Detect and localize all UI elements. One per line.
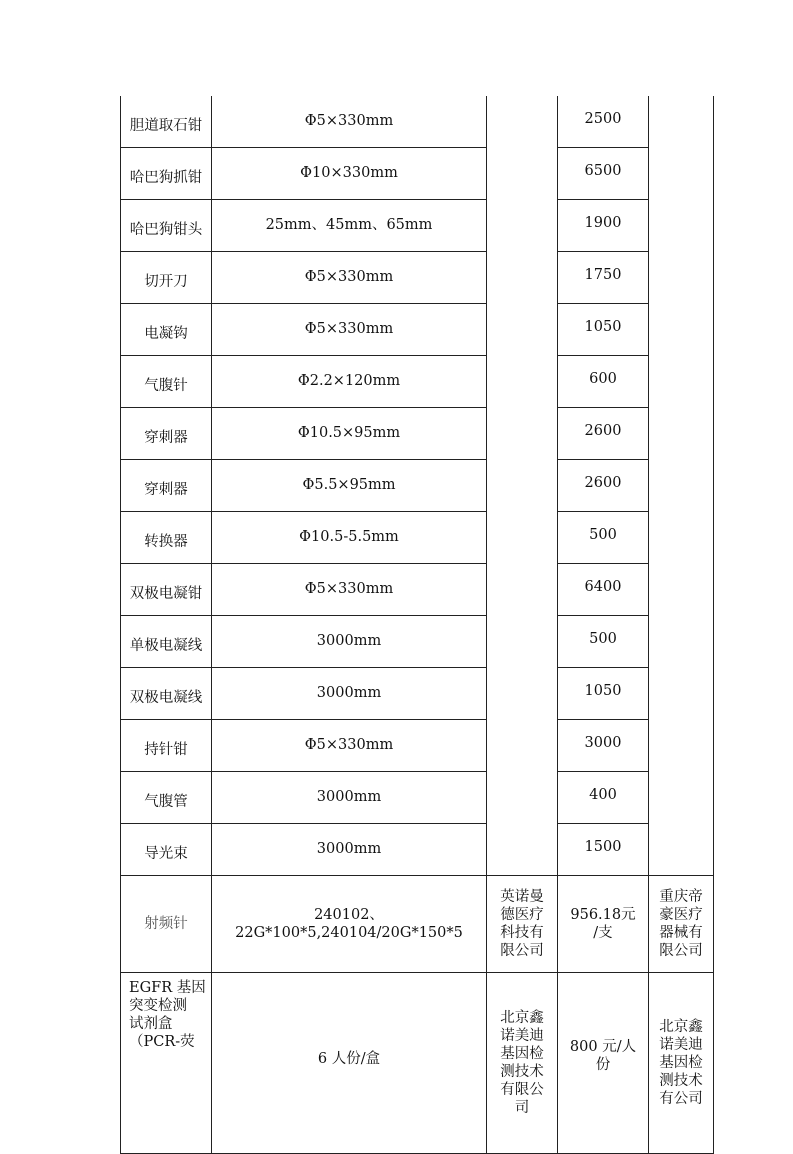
- item-name: 单极电凝线: [121, 616, 212, 668]
- rf-spec-line-1: 240102、: [314, 906, 384, 923]
- egfr-mfr-line: 基因检: [500, 1045, 544, 1062]
- rf-mfr-line: 科技有: [500, 925, 544, 941]
- egfr-kit-supplier: [649, 973, 714, 1154]
- table-row-rf-needle: [121, 876, 714, 973]
- item-price: 1750: [558, 252, 649, 304]
- rf-needle-name: 射频针: [121, 876, 212, 973]
- egfr-kit-price: [558, 973, 649, 1154]
- item-price: 6400: [558, 564, 649, 616]
- rf-mfr-line: 英诺曼: [500, 888, 544, 905]
- item-spec: Φ5×330mm: [212, 252, 487, 304]
- item-spec: Φ5×330mm: [212, 564, 487, 616]
- table-row: [121, 96, 714, 148]
- item-spec: 3000mm: [212, 824, 487, 876]
- item-price: 3000: [558, 720, 649, 772]
- egfr-name-line: EGFR 基因: [129, 980, 206, 996]
- item-name: 转换器: [121, 512, 212, 564]
- product-price-table: [120, 96, 714, 1154]
- table-row: [121, 252, 714, 304]
- item-spec: Φ5×330mm: [212, 96, 487, 148]
- item-spec: 3000mm: [212, 772, 487, 824]
- egfr-sup-line: 诺美迪: [659, 1036, 703, 1053]
- egfr-price-line: 800 元/人: [569, 1038, 637, 1055]
- rf-sup-line: 器械有: [659, 925, 703, 941]
- egfr-name-line: 试剂盒: [129, 1016, 173, 1033]
- table-row-egfr-kit: [121, 973, 714, 1154]
- table-row: [121, 720, 714, 772]
- item-name: 导光束: [121, 824, 212, 876]
- table-row: [121, 460, 714, 512]
- table-row: [121, 200, 714, 252]
- item-name: 双极电凝钳: [121, 564, 212, 616]
- egfr-mfr-line: 北京鑫: [500, 1009, 544, 1026]
- egfr-name-line: （PCR-荧: [129, 1034, 195, 1051]
- rf-needle-spec: [212, 876, 487, 973]
- item-name: 双极电凝线: [121, 668, 212, 720]
- item-name: 气腹管: [121, 772, 212, 824]
- egfr-price-line: 份: [595, 1057, 611, 1073]
- table-row: [121, 356, 714, 408]
- item-price: 1050: [558, 304, 649, 356]
- item-spec: 3000mm: [212, 668, 487, 720]
- item-name: 气腹针: [121, 356, 212, 408]
- item-spec: Φ10.5-5.5mm: [212, 512, 487, 564]
- item-price: 400: [558, 772, 649, 824]
- table-row: [121, 668, 714, 720]
- rf-price-line: 956.18元: [570, 906, 636, 923]
- item-price: 1900: [558, 200, 649, 252]
- item-spec: 25mm、45mm、65mm: [212, 200, 487, 252]
- rf-sup-line: 限公司: [659, 943, 703, 960]
- item-name: 电凝钩: [121, 304, 212, 356]
- rf-needle-supplier: [649, 876, 714, 973]
- egfr-sup-line: 有公司: [659, 1091, 703, 1108]
- table-row: [121, 564, 714, 616]
- rf-price-line: /支: [593, 925, 613, 941]
- item-name: 胆道取石钳: [121, 96, 212, 148]
- table-row: [121, 408, 714, 460]
- item-price: 1500: [558, 824, 649, 876]
- table-row: [121, 512, 714, 564]
- item-price: 2500: [558, 96, 649, 148]
- rf-mfr-line: 限公司: [500, 943, 544, 960]
- item-price: 1050: [558, 668, 649, 720]
- egfr-mfr-line: 司: [514, 1100, 530, 1117]
- table-row: [121, 824, 714, 876]
- manufacturer-merged-cell: [487, 96, 558, 876]
- egfr-sup-line: 基因检: [659, 1054, 703, 1071]
- item-name: 切开刀: [121, 252, 212, 304]
- supplier-merged-cell: [649, 96, 714, 876]
- rf-needle-price: [558, 876, 649, 973]
- egfr-sup-line: 北京鑫: [659, 1018, 703, 1035]
- rf-sup-line: 豪医疗: [659, 906, 703, 923]
- item-spec: Φ5×330mm: [212, 304, 487, 356]
- item-name: 持针钳: [121, 720, 212, 772]
- item-spec: Φ5.5×95mm: [212, 460, 487, 512]
- item-price: 600: [558, 356, 649, 408]
- egfr-mfr-line: 测技术: [500, 1064, 544, 1080]
- egfr-mfr-line: 有限公: [500, 1082, 544, 1099]
- egfr-mfr-line: 诺美迪: [500, 1027, 544, 1044]
- rf-spec-line-2: 22G*100*5,240104/20G*150*5: [235, 925, 463, 941]
- rf-needle-manufacturer: [487, 876, 558, 973]
- item-name: 穿刺器: [121, 460, 212, 512]
- item-spec: Φ10.5×95mm: [212, 408, 487, 460]
- egfr-name-line: 突变检测: [129, 998, 187, 1015]
- table-row: [121, 304, 714, 356]
- table-row: [121, 148, 714, 200]
- item-price: 2600: [558, 460, 649, 512]
- item-price: 6500: [558, 148, 649, 200]
- item-spec: Φ2.2×120mm: [212, 356, 487, 408]
- table-row: [121, 616, 714, 668]
- rf-sup-line: 重庆帝: [659, 888, 703, 905]
- rf-mfr-line: 德医疗: [500, 906, 544, 923]
- egfr-kit-name: [121, 973, 212, 1154]
- item-price: 2600: [558, 408, 649, 460]
- item-price: 500: [558, 616, 649, 668]
- item-spec: Φ10×330mm: [212, 148, 487, 200]
- item-spec: Φ5×330mm: [212, 720, 487, 772]
- egfr-kit-spec: 6 人份/盒: [212, 973, 487, 1154]
- item-name: 哈巴狗抓钳: [121, 148, 212, 200]
- item-spec: 3000mm: [212, 616, 487, 668]
- egfr-sup-line: 测技术: [659, 1073, 703, 1090]
- item-price: 500: [558, 512, 649, 564]
- table-row: [121, 772, 714, 824]
- item-name: 哈巴狗钳头: [121, 200, 212, 252]
- item-rows: [121, 96, 714, 876]
- egfr-kit-manufacturer: [487, 973, 558, 1154]
- item-name: 穿刺器: [121, 408, 212, 460]
